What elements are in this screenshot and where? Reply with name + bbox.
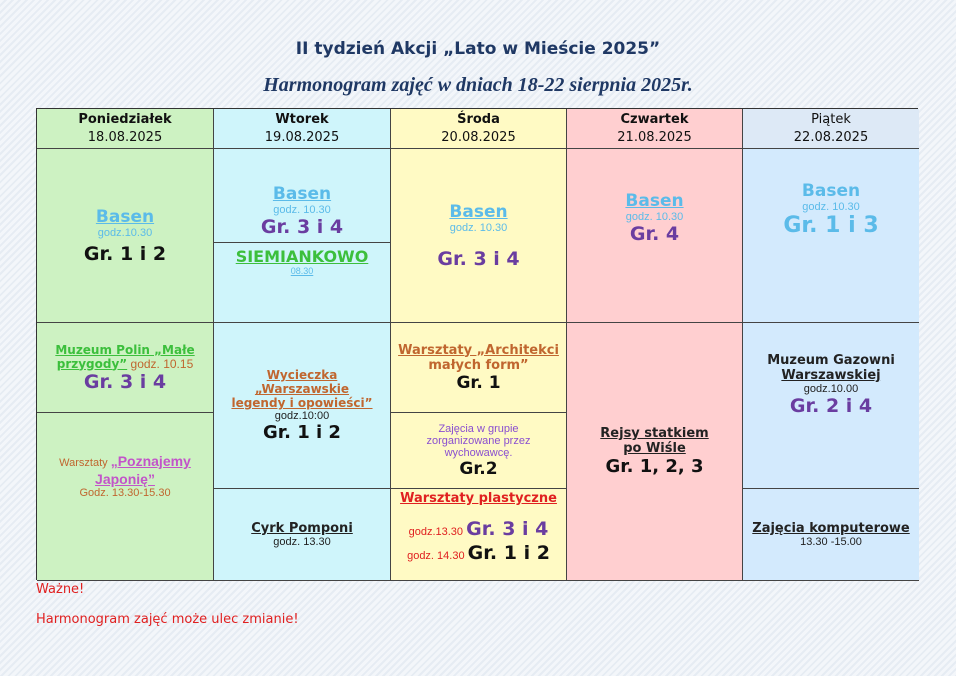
day-date: 20.08.2025 [441, 129, 516, 145]
day-name: Wtorek [275, 111, 329, 127]
group-label: Gr. 1 i 2 [83, 242, 167, 265]
activity-time: godz. 10.30 [449, 221, 508, 234]
group-label: Gr. 3 i 4 [466, 518, 549, 540]
activity-title-cont: przygody” [56, 356, 128, 371]
activity-title-cont: wychowawcę. [444, 446, 513, 459]
activity-title-cont: Japonię” [95, 471, 155, 487]
activity-title: Zajęcia komputerowe [752, 521, 910, 536]
activity-title-cont: legendy i opowieści” [231, 396, 373, 410]
day-date: 18.08.2025 [87, 129, 163, 145]
group-label: Gr. 1 [456, 372, 501, 393]
mon-basen-cell [37, 149, 214, 323]
day-name: Środa [457, 111, 500, 127]
group-label: Gr. 1 i 2 [467, 542, 550, 564]
tue-wycieczka-cell [214, 323, 391, 489]
header-wednesday [391, 109, 567, 149]
thu-basen-cell [567, 149, 743, 323]
group-label: Gr. 1 i 3 [783, 213, 879, 238]
note-change-warning: Harmonogram zajęć może ulec zmianie! [36, 612, 299, 627]
day-date: 21.08.2025 [617, 129, 692, 145]
day-name: Poniedziałek [78, 111, 172, 127]
group-label: Gr. 3 i 4 [83, 370, 167, 393]
wed-zajecia-cell [391, 413, 567, 489]
page-subtitle: Harmonogram zajęć w dniach 18-22 sierpnia 2025r. [263, 74, 693, 96]
activity-title: Cyrk Pomponi [251, 521, 353, 536]
activity-title-cont: zorganizowane przez [426, 434, 531, 447]
activity-title: Wycieczka „Warszawskie [254, 368, 350, 396]
day-name: Piątek [811, 111, 851, 127]
group-label: Gr. 3 i 4 [260, 216, 344, 238]
activity-time: godz. 10.30 [802, 201, 860, 213]
activity-title-cont: Warszawskiej [781, 368, 881, 383]
activity-title: Muzeum Polin „Małe [55, 342, 195, 357]
group-label: Gr. 3 i 4 [437, 247, 520, 270]
wed-architekci-cell [391, 323, 567, 413]
wed-plastyczne-cell [391, 489, 567, 581]
mon-polin-cell [37, 323, 214, 413]
mon-warsztaty-cell [37, 413, 214, 581]
activity-time: godz.13.30 [408, 526, 467, 538]
activity-title: SIEMIANKOWO [235, 247, 369, 266]
group-label: Gr.2 [459, 458, 498, 479]
note-important: Ważne! [36, 582, 85, 597]
group-label: Gr. 2 i 4 [789, 395, 873, 417]
activity-title: Warsztaty plastyczne [400, 491, 557, 506]
fri-muzeum-cell [743, 323, 919, 489]
activity-title: Muzeum Gazowni [767, 353, 895, 368]
activity-time: godz.10.30 [97, 226, 153, 239]
header-monday [37, 109, 214, 149]
activity-title: Basen [801, 181, 861, 201]
activity-title: „Poznajemy [110, 453, 191, 469]
activity-time: godz. 14.30 [407, 550, 468, 562]
activity-title-cont: małych form” [428, 357, 529, 373]
tue-basen-cell [214, 149, 391, 243]
activity-time: 08.30 [290, 266, 314, 276]
day-name: Czwartek [620, 111, 689, 127]
activity-time: godz. 13.30 [273, 536, 331, 548]
group-label: Gr. 1, 2, 3 [605, 456, 704, 477]
activity-title: Basen [625, 191, 684, 211]
tue-cyrk-cell [214, 489, 391, 581]
activity-title: Basen [272, 184, 332, 204]
activity-title: Basen [95, 206, 155, 227]
thu-rejsy-cell [567, 323, 743, 581]
activity-title: Basen [449, 201, 508, 222]
wed-basen-cell [391, 149, 567, 323]
activity-title-cont: po Wiśle [623, 441, 686, 456]
tue-siemiankowo-cell [214, 243, 391, 323]
day-date: 22.08.2025 [793, 129, 869, 145]
header-tuesday [214, 109, 391, 149]
activity-time: godz.10.00 [803, 383, 859, 395]
activity-time: godz.10:00 [274, 410, 330, 422]
activity-time: godz. 10.30 [273, 204, 331, 216]
group-label: Gr. 1 i 2 [263, 422, 341, 443]
activity-prefix: Warsztaty [59, 457, 111, 469]
activity-time: 13.30 -15.00 [800, 536, 862, 548]
activity-time: godz. 10.30 [625, 211, 684, 223]
header-friday [743, 109, 919, 149]
header-thursday [567, 109, 743, 149]
group-label: Gr. 4 [629, 223, 680, 245]
page-title: II tydzień Akcji „Lato w Mieście 2025” [295, 39, 661, 59]
activity-title: Warsztaty „Architekci [398, 342, 559, 358]
day-date: 19.08.2025 [264, 129, 340, 145]
schedule-table [36, 108, 918, 580]
activity-title: Zajęcia w grupie [438, 422, 519, 435]
activity-time: godz. 10.15 [127, 356, 194, 371]
activity-time: Godz. 13.30-15.30 [79, 487, 171, 499]
fri-komputerowe-cell [743, 489, 919, 581]
fri-basen-cell [743, 149, 919, 323]
activity-title: Rejsy statkiem [600, 426, 709, 441]
